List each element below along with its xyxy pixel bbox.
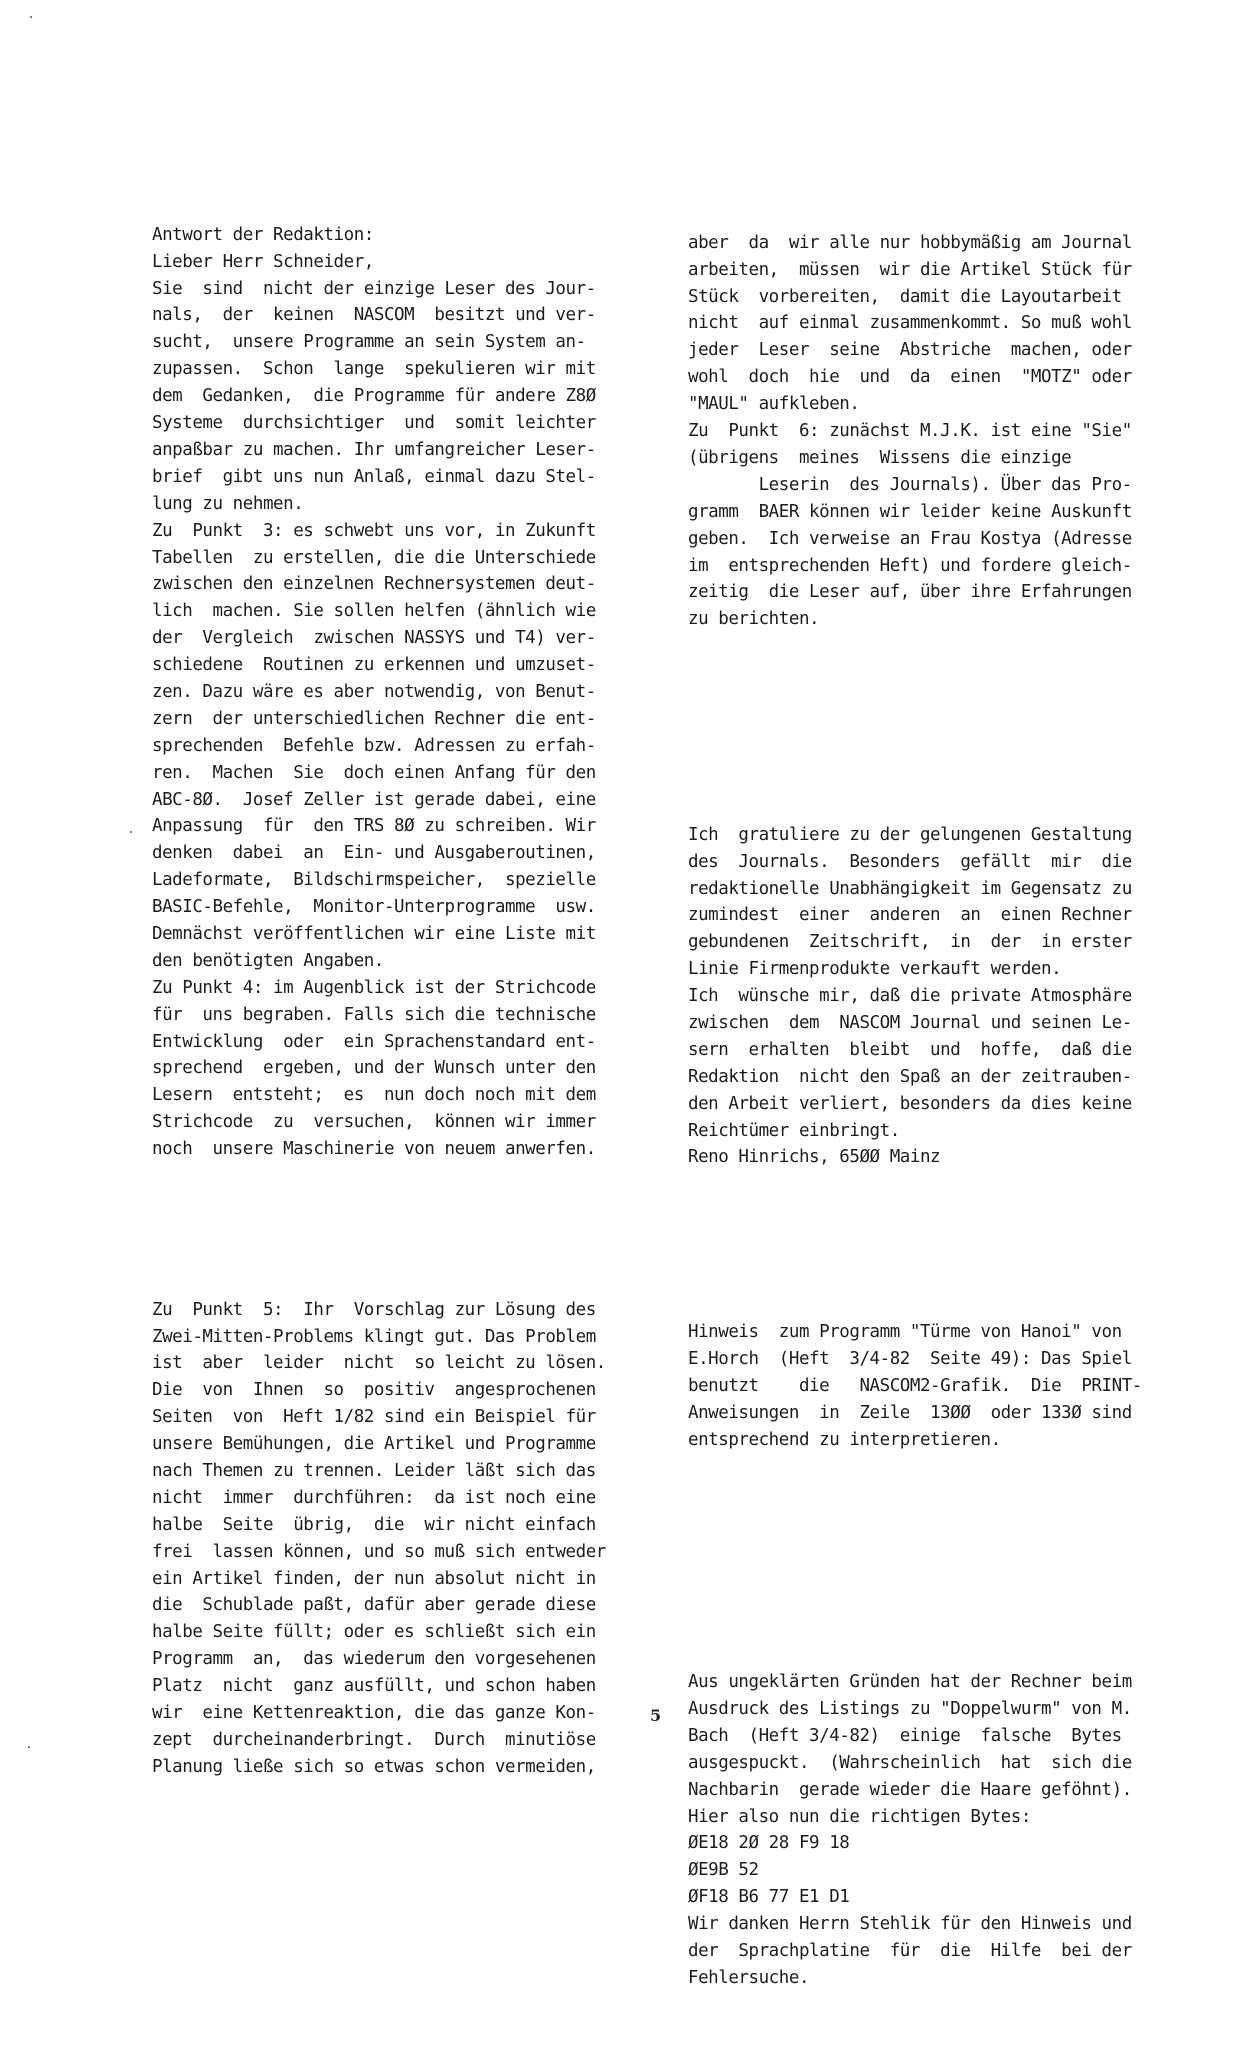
- text-line: Wir danken Herrn Stehlik für den Hinweis und: [688, 1914, 1132, 1935]
- text-line: zumindest einer anderen an einen Rechner: [688, 905, 1132, 926]
- text-line: Zu Punkt 4: im Augenblick ist der Strichcode: [152, 977, 596, 998]
- text-line: der Sprachplatine für die Hilfe bei der: [688, 1940, 1132, 1961]
- text-line: Aus ungeklärten Gründen hat der Rechner beim: [688, 1672, 1132, 1693]
- text-line: des Journals. Besonders gefällt mir die: [688, 851, 1132, 872]
- scan-speck: [30, 16, 32, 18]
- text-line: E.Horch (Heft 3/4-82 Seite 49): Das Spiel: [688, 1348, 1132, 1369]
- continuation-section: [688, 230, 1142, 633]
- text-line: sprechend ergeben, und der Wunsch unter den: [152, 1058, 596, 1079]
- text-line: gramm BAER können wir leider keine Auskunft: [688, 501, 1132, 522]
- text-line: im entsprechenden Heft) und fordere gleich-: [688, 555, 1132, 576]
- text-line: Antwort der Redaktion:: [152, 224, 374, 245]
- text-line: nals, der keinen NASCOM besitzt und ver-: [152, 305, 596, 326]
- text-line: Linie Firmenprodukte verkauft werden.: [688, 959, 1062, 980]
- reader-letter-section: [688, 822, 1142, 1172]
- text-line: schiedene Routinen zu erkennen und umzuset-: [152, 655, 596, 676]
- scan-speck: [130, 831, 132, 833]
- text-line: Ladeformate, Bildschirmspeicher, spezielle: [152, 870, 596, 891]
- text-line: Programm an, das wiederum den vorgesehenen: [152, 1649, 596, 1670]
- text-line: ren. Machen Sie doch einen Anfang für den: [152, 762, 596, 783]
- text-line: zeitig die Leser auf, über ihre Erfahrungen: [688, 582, 1132, 603]
- text-line: Platz nicht ganz ausfüllt, und schon haben: [152, 1676, 596, 1697]
- text-line: Lieber Herr Schneider,: [152, 251, 374, 272]
- text-line: aber da wir alle nur hobbymäßig am Journal: [688, 232, 1132, 253]
- text-line: für uns begraben. Falls sich die technische: [152, 1004, 596, 1025]
- text-line: halbe Seite übrig, die wir nicht einfach: [152, 1514, 596, 1535]
- text-line: Anpassung für den TRS 8Ø zu schreiben. Wir: [152, 816, 596, 837]
- text-line: Die von Ihnen so positiv angesprochenen: [152, 1380, 596, 1401]
- text-line: anpaßbar zu machen. Ihr umfangreicher Leser-: [152, 439, 596, 460]
- text-line: Systeme durchsichtiger und somit leichter: [152, 413, 596, 434]
- text-line: entsprechend zu interpretieren.: [688, 1429, 1001, 1450]
- section-gap: [688, 687, 1142, 768]
- text-line: wir eine Kettenreaktion, die das ganze Kon-: [152, 1702, 596, 1723]
- text-line: gebundenen Zeitschrift, in der in erster: [688, 932, 1132, 953]
- text-line: (übrigens meines Wissens die einzige: [688, 447, 1072, 468]
- text-line: Anweisungen in Zeile 13ØØ oder 133Ø sind: [688, 1402, 1132, 1423]
- text-line: frei lassen können, und so muß sich entweder: [152, 1541, 606, 1562]
- text-line: ØE9B 52: [688, 1860, 759, 1881]
- text-line: Bach (Heft 3/4-82) einige falsche Bytes: [688, 1725, 1122, 1746]
- text-line: Zu Punkt 6: zunächst M.J.K. ist eine "Sie": [688, 421, 1132, 442]
- text-line: Zu Punkt 5: Ihr Vorschlag zur Lösung des: [152, 1299, 596, 1320]
- text-line: zwischen dem NASCOM Journal und seinen Le-: [688, 1013, 1132, 1034]
- text-line: redaktionelle Unabhängigkeit im Gegensatz zu: [688, 878, 1132, 899]
- text-line: Sie sind nicht der einzige Leser des Jour-: [152, 278, 596, 299]
- page-number: 5: [650, 1706, 662, 1725]
- text-line: Redaktion nicht den Spaß an der zeitrauben-: [688, 1066, 1132, 1087]
- text-line: Strichcode zu versuchen, können wir immer: [152, 1112, 596, 1133]
- text-line: Demnächst veröffentlichen wir eine Liste mit: [152, 923, 596, 944]
- section-gap: [152, 1217, 606, 1243]
- text-line: Ich gratuliere zu der gelungenen Gestaltung: [688, 824, 1132, 845]
- text-line: Tabellen zu erstellen, die die Unterschiede: [152, 547, 596, 568]
- text-line: sucht, unsere Programme an sein System an-: [152, 332, 586, 353]
- text-line: Hier also nun die richtigen Bytes:: [688, 1806, 1031, 1827]
- text-line: denken dabei an Ein- und Ausgaberoutinen,: [152, 843, 596, 864]
- text-line: Ausdruck des Listings zu "Doppelwurm" von M.: [688, 1698, 1132, 1719]
- section-gap: [688, 1507, 1142, 1615]
- text-line: BASIC-Befehle, Monitor-Unterprogramme usw.: [152, 897, 596, 918]
- text-line: lich machen. Sie sollen helfen (ähnlich wie: [152, 601, 596, 622]
- text-line: ØF18 B6 77 E1 D1: [688, 1887, 850, 1908]
- text-line: jeder Leser seine Abstriche machen, oder: [688, 340, 1132, 361]
- text-line: Fehlersuche.: [688, 1967, 810, 1988]
- text-line: nach Themen zu trennen. Leider läßt sich das: [152, 1460, 596, 1481]
- text-line: Leserin des Journals). Über das Pro-: [688, 474, 1132, 495]
- text-line: brief gibt uns nun Anlaß, einmal dazu Stel-: [152, 466, 596, 487]
- reply-section: [152, 222, 606, 1163]
- text-line: Reno Hinrichs, 65ØØ Mainz: [688, 1147, 941, 1168]
- text-line: den benötigten Angaben.: [152, 950, 384, 971]
- text-line: Seiten von Heft 1/82 sind ein Beispiel für: [152, 1407, 596, 1428]
- text-line: halbe Seite füllt; oder es schließt sich ein: [152, 1622, 596, 1643]
- text-line: Stück vorbereiten, damit die Layoutarbeit: [688, 286, 1122, 307]
- text-line: arbeiten, müssen wir die Artikel Stück für: [688, 259, 1132, 280]
- text-line: unsere Bemühungen, die Artikel und Programme: [152, 1434, 596, 1455]
- text-line: den Arbeit verliert, besonders da dies keine: [688, 1093, 1132, 1114]
- text-line: sprechenden Befehle bzw. Adressen zu erfah-: [152, 735, 596, 756]
- text-line: Entwicklung oder ein Sprachenstandard ent-: [152, 1031, 596, 1052]
- text-line: zupassen. Schon lange spekulieren wir mit: [152, 359, 596, 380]
- text-line: Ich wünsche mir, daß die private Atmosphäre: [688, 986, 1132, 1007]
- text-line: dem Gedanken, die Programme für andere Z8Ø: [152, 386, 596, 407]
- text-line: ein Artikel finden, der nun absolut nicht in: [152, 1568, 596, 1589]
- point5-section: [152, 1297, 606, 1781]
- text-line: Reichtümer einbringt.: [688, 1120, 900, 1141]
- text-line: zept durcheinanderbringt. Durch minutiöse: [152, 1729, 596, 1750]
- text-line: zwischen den einzelnen Rechnersystemen deut-: [152, 574, 596, 595]
- text-line: ØE18 2Ø 28 F9 18: [688, 1833, 850, 1854]
- text-line: ausgespuckt. (Wahrscheinlich hat sich die: [688, 1752, 1132, 1773]
- text-line: ist aber leider nicht so leicht zu lösen.: [152, 1353, 606, 1374]
- text-line: "MAUL" aufkleben.: [688, 394, 860, 415]
- text-line: zu berichten.: [688, 609, 820, 630]
- text-line: geben. Ich verweise an Frau Kostya (Adresse: [688, 528, 1132, 549]
- text-line: zen. Dazu wäre es aber notwendig, von Benut-: [152, 681, 596, 702]
- right-column: [688, 176, 1142, 2046]
- text-line: sern erhalten bleibt und hoffe, daß die: [688, 1039, 1132, 1060]
- text-line: Hinweis zum Programm "Türme von Hanoi" von: [688, 1322, 1122, 1342]
- text-line: Lesern entsteht; es nun doch noch mit dem: [152, 1085, 596, 1106]
- left-column: [152, 168, 606, 1834]
- text-line: nicht auf einmal zusammenkommt. So muß wohl: [688, 313, 1132, 334]
- text-line: wohl doch hie und da einen "MOTZ" oder: [688, 367, 1132, 388]
- text-line: zern der unterschiedlichen Rechner die ent-: [152, 708, 596, 729]
- section-gap: [688, 1225, 1142, 1265]
- hint-section: [688, 1319, 1142, 1453]
- text-line: nicht immer durchführen: da ist noch eine: [152, 1487, 596, 1508]
- erratum-section: [688, 1669, 1142, 1992]
- text-line: Planung ließe sich so etwas schon vermeiden,: [152, 1756, 596, 1777]
- text-line: der Vergleich zwischen NASSYS und T4) ver-: [152, 628, 596, 649]
- text-line: noch unsere Maschinerie von neuem anwerfen.: [152, 1139, 596, 1160]
- text-line: ABC-8Ø. Josef Zeller ist gerade dabei, eine: [152, 789, 596, 810]
- text-line: Zwei-Mitten-Problems klingt gut. Das Problem: [152, 1326, 596, 1347]
- text-line: Nachbarin gerade wieder die Haare geföhnt).: [688, 1779, 1132, 1800]
- text-line: die Schublade paßt, dafür aber gerade diese: [152, 1595, 596, 1616]
- text-line: lung zu nehmen.: [152, 493, 304, 514]
- text-line: Zu Punkt 3: es schwebt uns vor, in Zukunft: [152, 520, 596, 541]
- text-line: benutzt die NASCOM2-Grafik. Die PRINT-: [688, 1375, 1142, 1396]
- scan-speck: [28, 1746, 30, 1748]
